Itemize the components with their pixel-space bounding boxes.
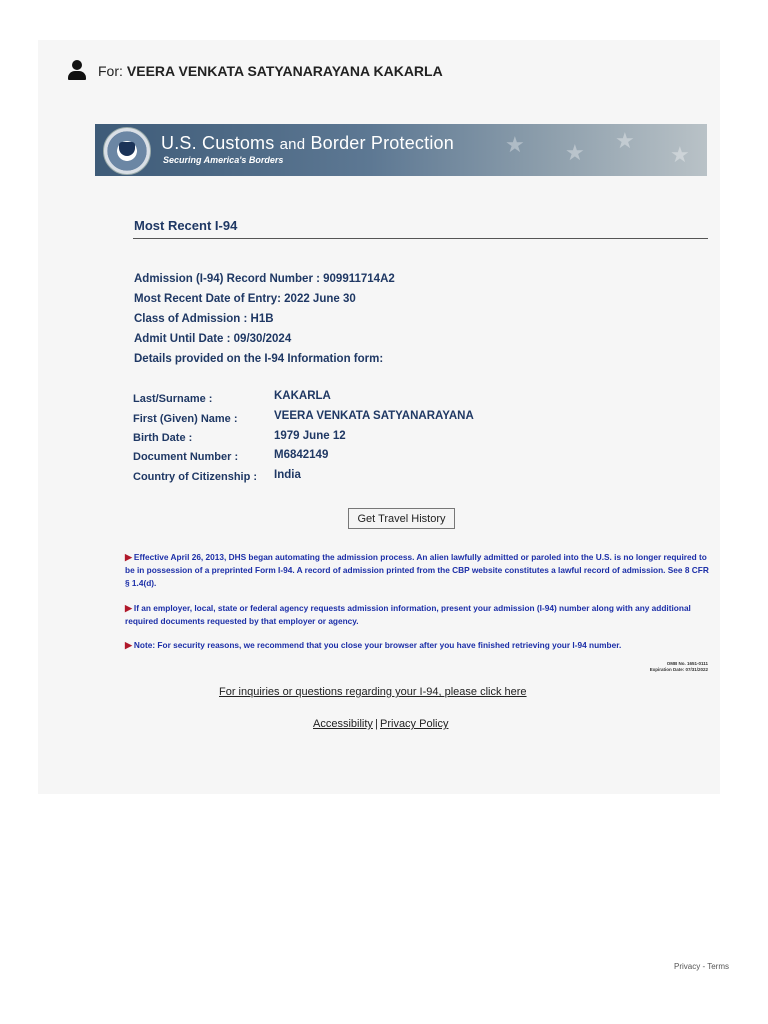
cbp-seal-icon	[103, 127, 151, 175]
user-icon	[68, 60, 86, 82]
citizenship-label: Country of Citizenship :	[133, 471, 258, 483]
omb-info	[600, 661, 708, 673]
entry-date: Most Recent Date of Entry: 2022 June 30	[134, 293, 356, 305]
for-label: For:	[98, 63, 123, 79]
footer-links	[674, 962, 729, 971]
omb-expiration: Expiration Date: 07/31/2022	[649, 667, 708, 672]
banner-subtitle: Securing America's Borders	[163, 155, 284, 165]
for-line	[68, 58, 443, 84]
admit-until-date: Admit Until Date : 09/30/2024	[134, 333, 292, 345]
birth-date-label: Birth Date :	[133, 432, 193, 444]
class-of-admission: Class of Admission : H1B	[134, 313, 274, 325]
banner-title: U.S. Customs and Border Protection	[161, 133, 454, 153]
get-travel-history-button[interactable]: Get Travel History	[348, 508, 455, 529]
triangle-bullet-icon: ▶	[125, 603, 132, 613]
omb-number: OMB No. 1651-0111	[666, 661, 708, 666]
footer-privacy-link[interactable]: Privacy	[674, 962, 701, 971]
accessibility-link[interactable]: Accessibility	[313, 718, 373, 730]
privacy-policy-link[interactable]: Privacy Policy	[380, 718, 449, 730]
notice-security: ▶ Note: For security reasons, we recommend that you close your browser after you have finished retrieving your I-94 number.	[125, 640, 622, 650]
cbp-banner: ★ ★ ★ ★ U.S. Customs and Border Protection Securing America's Borders	[95, 124, 707, 176]
document-number-value: M6842149	[274, 449, 329, 461]
surname-value: KAKARLA	[274, 390, 331, 402]
surname-label: Last/Surname :	[133, 393, 213, 405]
details-intro: Details provided on the I-94 Information form:	[134, 353, 384, 365]
traveler-name: VEERA VENKATA SATYANARAYANA KAKARLA	[126, 63, 443, 79]
first-name-label: First (Given) Name :	[133, 413, 238, 425]
footer-dash: -	[700, 962, 708, 971]
triangle-bullet-icon: ▶	[125, 552, 132, 562]
first-name-value: VEERA VENKATA SATYANARAYANA	[274, 410, 474, 422]
section-title: Most Recent I-94	[134, 218, 238, 233]
notice-automation: ▶ Effective April 26, 2013, DHS began automating the admission process. An alien lawfully admitted or paroled into the U.S. is no longer required to be in possession of a preprinted Form I-94. A record of admission printed from the CBP website constitutes a lawful record of admission. See 8 CFR § 1.4(d).	[125, 552, 709, 588]
link-separator: |	[375, 718, 378, 730]
citizenship-value: India	[274, 469, 301, 481]
document-number-label: Document Number :	[133, 451, 239, 463]
birth-date-value: 1979 June 12	[274, 430, 346, 442]
section-divider	[133, 238, 708, 239]
notice-employer: ▶ If an employer, local, state or federal agency requests admission information, present your admission (I-94) number along with any additional required documents requested by that employer or agency.	[125, 603, 691, 626]
record-number: Admission (I-94) Record Number : 909911714A2	[134, 273, 395, 285]
footer-terms-link[interactable]: Terms	[707, 962, 729, 971]
inquiries-link[interactable]: For inquiries or questions regarding your I-94, please click here	[219, 686, 527, 698]
triangle-bullet-icon: ▶	[125, 640, 132, 650]
